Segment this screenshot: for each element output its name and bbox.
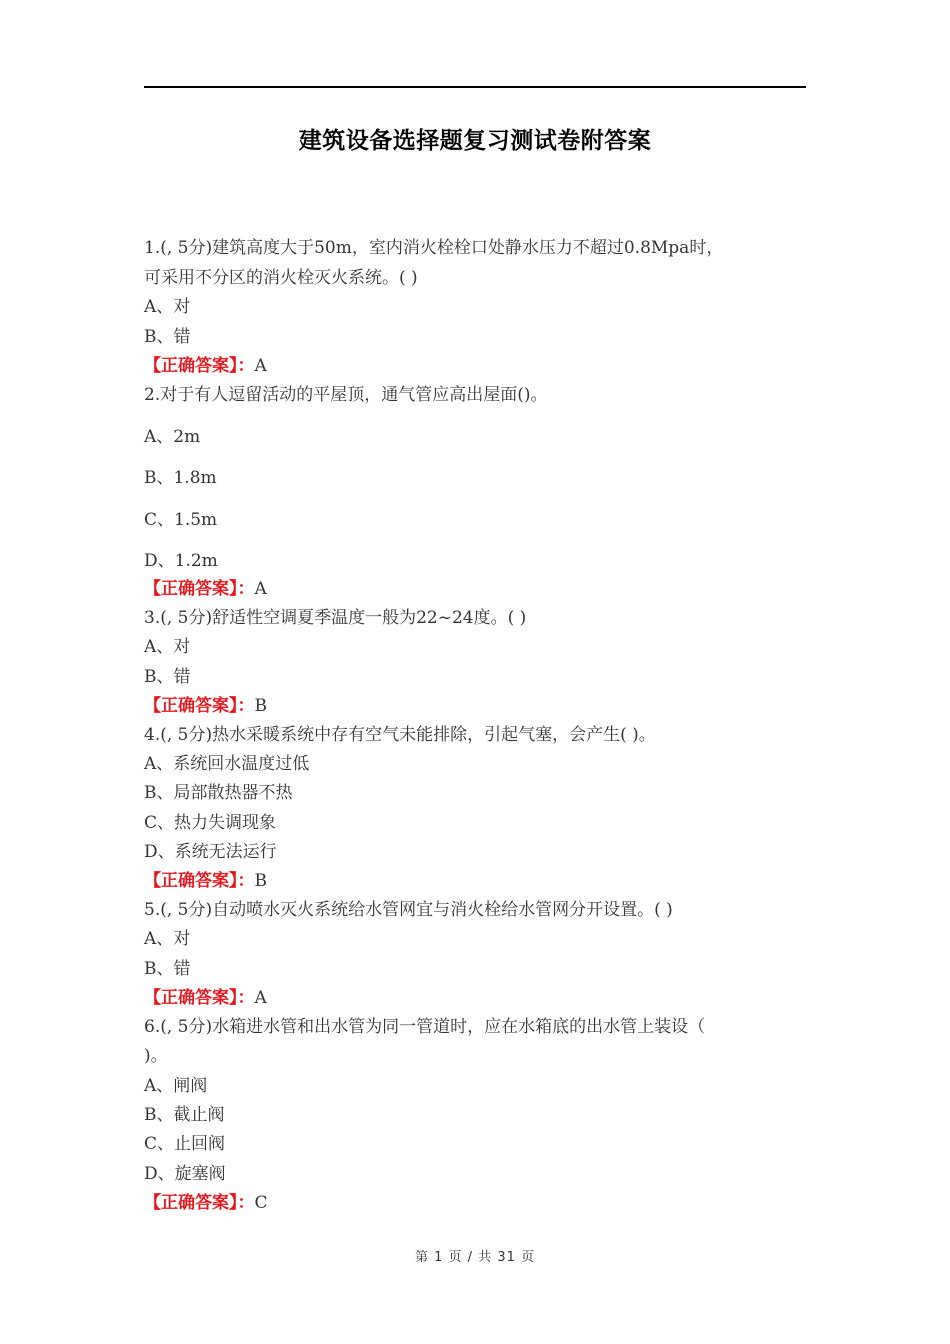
answer-value: A (254, 579, 267, 599)
question-text: )。 (144, 1046, 168, 1066)
correct-answer (144, 871, 267, 891)
header-rule (144, 86, 806, 88)
answer-value: A (254, 988, 267, 1008)
option: C、1.5m (144, 510, 218, 530)
answer-label: 【正确答案】： (144, 988, 255, 1008)
answer-value: B (254, 696, 267, 716)
option: A、对 (144, 637, 191, 657)
option: C、止回阀 (144, 1134, 226, 1154)
answer-value: B (254, 871, 267, 891)
option: A、对 (144, 297, 191, 317)
option: B、截止阀 (144, 1105, 225, 1125)
answer-label: 【正确答案】： (144, 579, 255, 599)
answer-label: 【正确答案】： (144, 696, 255, 716)
option: B、错 (144, 327, 191, 347)
option: D、旋塞阀 (144, 1164, 226, 1184)
question-text: 4.(, 5分)热水采暖系统中存有空气未能排除，引起气塞，会产生( )。 (144, 725, 656, 745)
correct-answer (144, 356, 267, 376)
answer-label: 【正确答案】： (144, 871, 255, 891)
option: B、错 (144, 959, 191, 979)
question-text: 2.对于有人逗留活动的平屋顶，通气管应高出屋面()。 (144, 385, 548, 405)
answer-label: 【正确答案】： (144, 356, 255, 376)
answer-value: A (254, 356, 267, 376)
question-text: 6.(, 5分)水箱进水管和出水管为同一管道时，应在水箱底的出水管上装设（ (144, 1017, 706, 1037)
page-footer: 第 1 页 / 共 31 页 (415, 1250, 535, 1265)
correct-answer (144, 579, 267, 599)
answer-label: 【正确答案】： (144, 1193, 255, 1213)
question-text: 可采用不分区的消火栓灭火系统。( ) (144, 268, 418, 288)
question-text: 5.(, 5分)自动喷水灭火系统给水管网宜与消火栓给水管网分开设置。( ) (144, 900, 673, 920)
answer-value: C (254, 1193, 268, 1213)
correct-answer (144, 988, 267, 1008)
question-text: 1.(, 5分)建筑高度大于50m，室内消火栓栓口处静水压力不超过0.8Mpa时， (144, 238, 724, 258)
option: B、错 (144, 667, 191, 687)
option: C、热力失调现象 (144, 813, 277, 833)
document-title: 建筑设备选择题复习测试卷附答案 (298, 128, 652, 154)
option: A、对 (144, 929, 191, 949)
correct-answer (144, 1193, 268, 1213)
option: A、闸阀 (144, 1076, 208, 1096)
option: A、系统回水温度过低 (144, 754, 310, 774)
option: D、系统无法运行 (144, 842, 277, 862)
correct-answer (144, 696, 267, 716)
option: B、局部散热器不热 (144, 783, 293, 803)
option: A、2m (144, 427, 201, 447)
option: B、1.8m (144, 468, 217, 488)
option: D、1.2m (144, 551, 218, 571)
question-text: 3.(, 5分)舒适性空调夏季温度一般为22~24度。( ) (144, 608, 527, 628)
